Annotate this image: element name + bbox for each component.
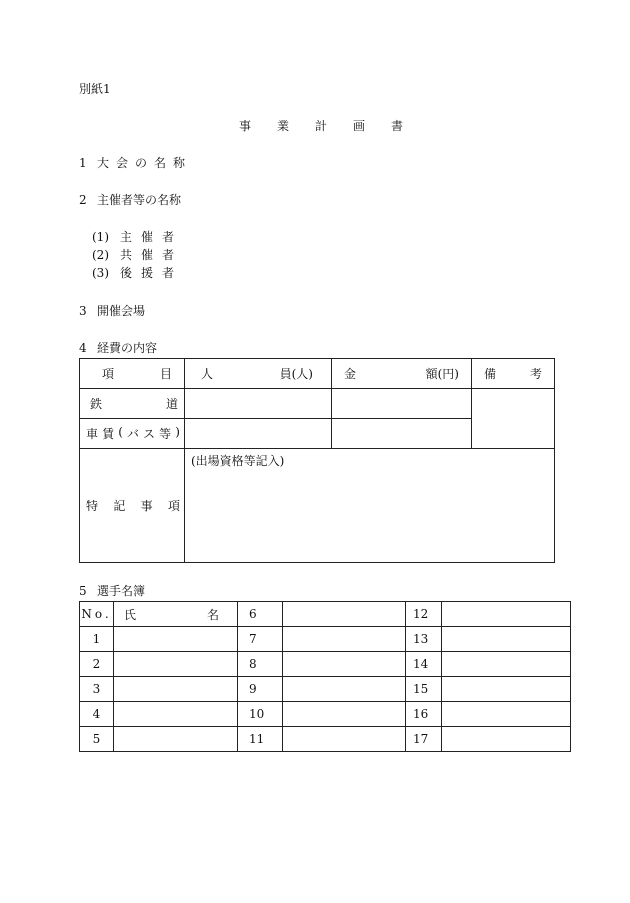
roster-no-13: 13: [406, 627, 442, 652]
expense-table: [79, 358, 555, 563]
car-fare-char-4: バ: [126, 427, 139, 441]
roster-no-16: 16: [406, 702, 442, 727]
header-amount: [332, 359, 472, 389]
organizer-1-number: (1): [92, 230, 109, 244]
roster-name-6[interactable]: [283, 602, 406, 627]
section-3-title: 開催会場: [97, 304, 146, 318]
car-fare-char-6: 等: [159, 427, 172, 441]
roster-header-name: [114, 602, 238, 627]
section-1-number: 1: [79, 156, 87, 170]
organizer-1-label: 主催者: [120, 230, 184, 244]
header-people: [185, 359, 332, 389]
roster-name-3[interactable]: [114, 677, 238, 702]
roster-no-3: 3: [80, 677, 114, 702]
roster-no-14: 14: [406, 652, 442, 677]
section-2-number: 2: [79, 193, 87, 207]
header-remarks-char-2: 考: [529, 367, 542, 381]
roster-no-2: 2: [80, 652, 114, 677]
roster-row: [80, 627, 571, 652]
header-item-char-2: 目: [159, 367, 172, 381]
expense-header-row: [80, 359, 555, 389]
expense-row-railway: [80, 389, 555, 419]
roster-no-15: 15: [406, 677, 442, 702]
roster-header-row: [80, 602, 571, 627]
special-char-4: 項: [167, 499, 180, 513]
roster-no-11: 11: [238, 727, 283, 752]
car-fare-char-5: ス: [143, 427, 156, 441]
roster-no-1: 1: [80, 627, 114, 652]
car-fare-char-7: ): [175, 425, 180, 439]
roster-row: [80, 727, 571, 752]
roster-header-no: No.: [80, 602, 114, 627]
roster-row: [80, 652, 571, 677]
header-people-part-2: 員(人): [279, 367, 313, 381]
roster-no-5: 5: [80, 727, 114, 752]
roster-header-name-char-2: 名: [206, 607, 219, 622]
car-fare-people-cell[interactable]: [185, 419, 332, 449]
roster-name-10[interactable]: [283, 702, 406, 727]
car-fare-amount-cell[interactable]: [332, 419, 472, 449]
header-remarks-char-1: 備: [484, 367, 497, 381]
roster-no-4: 4: [80, 702, 114, 727]
section-4-title: 経費の内容: [97, 341, 158, 355]
section-4-number: 4: [79, 341, 87, 355]
section-3-number: 3: [79, 304, 87, 318]
special-char-2: 記: [113, 499, 126, 513]
roster-name-1[interactable]: [114, 627, 238, 652]
roster-name-7[interactable]: [283, 627, 406, 652]
roster-name-13[interactable]: [442, 627, 571, 652]
railway-people-cell[interactable]: [185, 389, 332, 419]
roster-row: [80, 677, 571, 702]
roster-name-8[interactable]: [283, 652, 406, 677]
row-label-car-fare: [80, 419, 185, 449]
header-amount-part-2: 額(円): [425, 367, 459, 381]
special-notes-cell[interactable]: [185, 449, 555, 563]
header-amount-part-1: 金: [344, 367, 357, 381]
section-5-number: 5: [79, 584, 87, 598]
document-title: 事業計画書: [239, 119, 430, 133]
roster-no-8: 8: [238, 652, 283, 677]
railway-amount-cell[interactable]: [332, 389, 472, 419]
header-item: [80, 359, 185, 389]
organizer-3-label: 後援者: [120, 266, 184, 280]
roster-no-9: 9: [238, 677, 283, 702]
roster-name-17[interactable]: [442, 727, 571, 752]
attachment-label: 別紙1: [79, 82, 111, 96]
roster-name-2[interactable]: [114, 652, 238, 677]
organizer-2-number: (2): [92, 248, 109, 262]
roster-table: [79, 601, 571, 752]
railway-char-2: 道: [165, 397, 178, 411]
roster-no-17: 17: [406, 727, 442, 752]
roster-name-4[interactable]: [114, 702, 238, 727]
special-label-cell: [80, 449, 185, 563]
roster-row: [80, 702, 571, 727]
row-label-railway: [80, 389, 185, 419]
car-fare-char-1: 車: [86, 427, 99, 441]
roster-name-16[interactable]: [442, 702, 571, 727]
organizer-3-number: (3): [92, 266, 109, 280]
car-fare-char-2: 賃: [102, 427, 115, 441]
roster-name-15[interactable]: [442, 677, 571, 702]
section-5-title: 選手名簿: [97, 584, 146, 598]
header-remarks: [472, 359, 555, 389]
roster-name-11[interactable]: [283, 727, 406, 752]
roster-name-5[interactable]: [114, 727, 238, 752]
special-note: (出場資格等記入): [191, 454, 285, 468]
roster-name-9[interactable]: [283, 677, 406, 702]
roster-name-14[interactable]: [442, 652, 571, 677]
expense-row-special: [80, 449, 555, 563]
header-item-char-1: 項: [102, 367, 115, 381]
roster-no-12: 12: [406, 602, 442, 627]
railway-char-1: 鉄: [90, 397, 103, 411]
roster-no-6: 6: [238, 602, 283, 627]
remarks-cell[interactable]: [472, 389, 555, 449]
section-1-title: 大会の名称: [97, 156, 193, 170]
special-char-1: 特: [86, 499, 99, 513]
roster-header-name-char-1: 氏: [124, 607, 137, 622]
section-2-title: 主催者等の名称: [97, 193, 182, 207]
car-fare-char-3: (: [118, 425, 123, 439]
roster-no-10: 10: [238, 702, 283, 727]
roster-no-7: 7: [238, 627, 283, 652]
organizer-2-label: 共催者: [120, 248, 184, 262]
roster-name-12[interactable]: [442, 602, 571, 627]
special-char-3: 事: [140, 499, 153, 513]
header-people-part-1: 人: [201, 367, 214, 381]
